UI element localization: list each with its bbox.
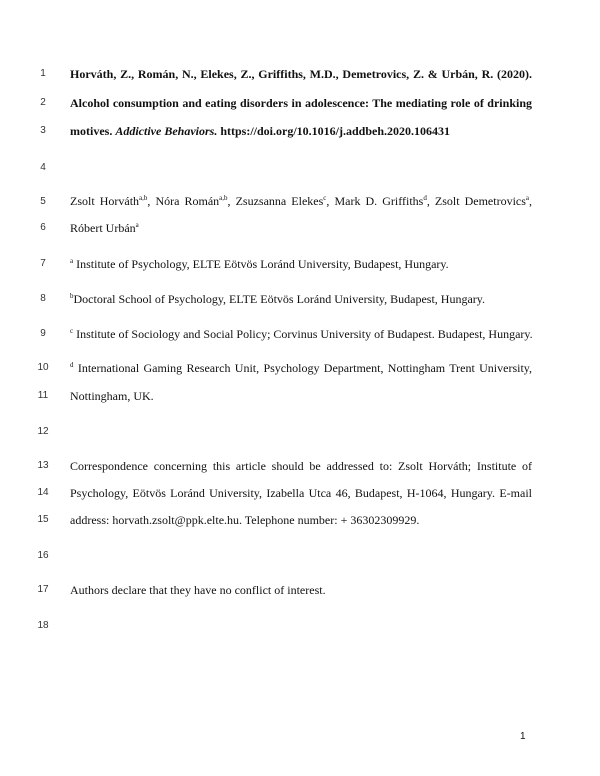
conflict-statement: Authors declare that they have no conflict of interest. bbox=[70, 583, 326, 597]
author-name: Zsolt Demetrovics bbox=[434, 194, 526, 208]
author-affiliation: a bbox=[135, 221, 139, 229]
citation-line-3 bbox=[70, 124, 532, 138]
affiliation-mark: b bbox=[70, 292, 74, 300]
author-list bbox=[70, 194, 532, 208]
author-affiliation: a,b bbox=[139, 194, 148, 202]
line-number: 11 bbox=[37, 390, 49, 401]
line-number: 8 bbox=[40, 293, 46, 304]
affiliation-text: Institute of Psychology, ELTE Eötvös Loránd University, Budapest, Hungary. bbox=[76, 257, 449, 271]
line-number: 16 bbox=[37, 550, 49, 561]
line-number: 4 bbox=[40, 162, 46, 173]
separator: , bbox=[529, 194, 533, 208]
affiliation-b bbox=[70, 292, 532, 306]
affiliation-text: International Gaming Research Unit, Psychology Department, Nottingham Trent University, bbox=[77, 361, 533, 375]
separator: , bbox=[426, 194, 430, 208]
citation-motives: motives. bbox=[70, 124, 113, 138]
doi-link[interactable]: https://doi.org/10.1016/j.addbeh.2020.106431 bbox=[220, 124, 451, 138]
affiliation-mark: d bbox=[70, 361, 74, 369]
separator: , bbox=[326, 194, 330, 208]
line-number: 17 bbox=[37, 584, 49, 595]
author-name: Nóra Román bbox=[155, 194, 220, 208]
citation-line-2: Alcohol consumption and eating disorders in adolescence: The mediating role of drinking bbox=[70, 96, 532, 110]
correspondence-line-2: Psychology, Eötvös Loránd University, Izabella Utca 46, Budapest, H-1064, Hungary. E-mail bbox=[70, 486, 532, 500]
separator: , bbox=[147, 194, 151, 208]
author-name: Zsuzsanna Elekes bbox=[235, 194, 324, 208]
line-number: 3 bbox=[40, 125, 46, 136]
affiliation-text: Institute of Sociology and Social Policy; Corvinus University of Budapest. Budapest, Hungary. bbox=[76, 327, 533, 341]
affiliation-d bbox=[70, 361, 532, 375]
line-number: 18 bbox=[37, 620, 49, 631]
line-number: 5 bbox=[40, 196, 46, 207]
citation-line-1: Horváth, Z., Román, N., Elekes, Z., Griffiths, M.D., Demetrovics, Z. & Urbán, R. (2020). bbox=[70, 67, 532, 81]
affiliation-mark: a bbox=[70, 257, 74, 265]
correspondence-line-3: address: horvath.zsolt@ppk.elte.hu. Telephone number: + 36302309929. bbox=[70, 513, 420, 527]
author-name: Mark D. Griffiths bbox=[334, 194, 424, 208]
affiliation-c bbox=[70, 327, 532, 341]
line-number: 9 bbox=[40, 328, 46, 339]
line-number: 10 bbox=[37, 362, 49, 373]
separator: , bbox=[227, 194, 231, 208]
line-number: 7 bbox=[40, 258, 46, 269]
line-number: 6 bbox=[40, 222, 46, 233]
page-number: 1 bbox=[520, 731, 526, 742]
author-affiliation: a bbox=[525, 194, 530, 202]
line-number: 13 bbox=[37, 460, 49, 471]
author-name: Zsolt Horváth bbox=[70, 194, 140, 208]
line-number: 1 bbox=[40, 68, 46, 79]
affiliation-mark: c bbox=[70, 327, 74, 335]
affiliation-a bbox=[70, 257, 532, 271]
line-number: 2 bbox=[40, 97, 46, 108]
author-affiliation: c bbox=[323, 194, 327, 202]
affiliation-text: Doctoral School of Psychology, ELTE Eötvös Loránd University, Budapest, Hungary. bbox=[73, 292, 485, 306]
line-number: 14 bbox=[37, 487, 49, 498]
line-number: 12 bbox=[37, 426, 49, 437]
correspondence-line-1: Correspondence concerning this article should be addressed to: Zsolt Horváth; Institute of bbox=[70, 459, 532, 473]
author-affiliation: d bbox=[423, 194, 427, 202]
author-name: Róbert Urbán bbox=[70, 221, 136, 235]
author-list-cont bbox=[70, 221, 532, 235]
journal-name: Addictive Behaviors. bbox=[115, 124, 218, 138]
affiliation-d-cont: Nottingham, UK. bbox=[70, 389, 154, 403]
line-number: 15 bbox=[37, 514, 49, 525]
author-affiliation: a,b bbox=[219, 194, 228, 202]
